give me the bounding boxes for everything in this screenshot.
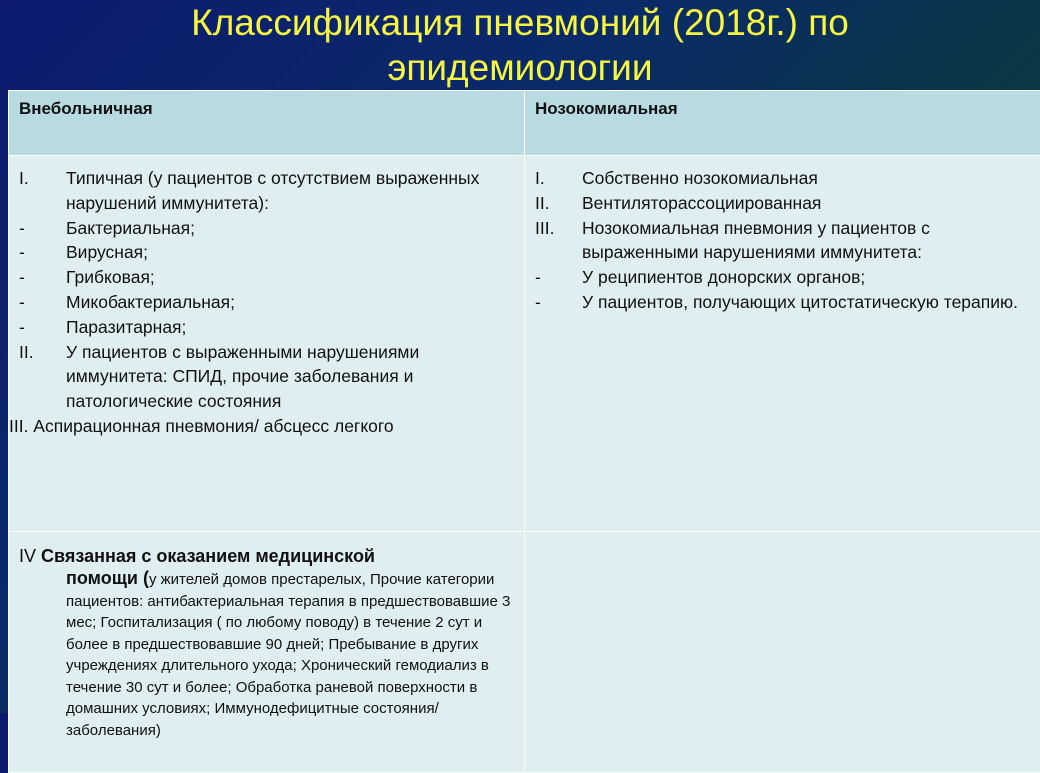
list-item-text: Паразитарная; xyxy=(66,315,514,340)
list-item-text: У пациентов, получающих цитостатическую терапию. xyxy=(582,290,1030,315)
slide-title xyxy=(0,0,1040,90)
list-item-text: Вентиляторассоциированная xyxy=(582,191,1030,216)
list-marker: - xyxy=(535,265,582,290)
list-marker: II. xyxy=(535,191,582,216)
table-body-row xyxy=(9,156,1040,532)
list-item-text: Собственно нозокомиальная xyxy=(582,166,1030,191)
healthcare-title-part2: помощи ( xyxy=(66,568,149,588)
healthcare-details-text: у жителей домов престарелых, Прочие категории пациентов: антибактериальная терапия в предшествовавшие 3 мес; Госпитализация ( по любому поводу) в течение 2 сут и более в предшествовавшие 90 дней; Пребывание в других учреждениях длительного ухода; Хронический гемодиализ в течение 30 сут и более; Обработка раневой поверхности в домашних условиях; Иммунодефицитные состояния/заболевания) xyxy=(66,571,510,739)
list-item-text: Микобактериальная; xyxy=(66,290,514,315)
header-cell-community xyxy=(9,91,525,156)
community-item xyxy=(19,340,514,414)
nosocomial-item xyxy=(535,216,1030,266)
slide-title-line2: эпидемиологии xyxy=(0,45,1040,90)
list-marker: III. xyxy=(535,216,582,266)
list-item-text: У реципиентов донорских органов; xyxy=(582,265,1030,290)
community-list xyxy=(9,156,524,414)
community-item xyxy=(19,265,514,290)
table-header-row xyxy=(9,91,1040,156)
nosocomial-item xyxy=(535,166,1030,191)
healthcare-title-part1: Связанная с оказанием медицинской xyxy=(41,546,375,566)
list-marker: II. xyxy=(19,340,66,414)
community-item xyxy=(19,216,514,241)
healthcare-prefix: IV xyxy=(19,546,36,566)
nosocomial-list xyxy=(525,156,1040,315)
list-marker: - xyxy=(535,290,582,315)
list-item-text: Вирусная; xyxy=(66,240,514,265)
list-marker: I. xyxy=(535,166,582,191)
list-item-text: Бактериальная; xyxy=(66,216,514,241)
list-item-text: Типичная (у пациентов с отсутствием выраженных нарушений иммунитета): xyxy=(66,166,514,216)
list-marker: - xyxy=(19,265,66,290)
list-item-text: Грибковая; xyxy=(66,265,514,290)
community-item-aspiration: III. Аспирационная пневмония/ абсцесс легкого xyxy=(9,414,514,439)
classification-table xyxy=(8,90,1040,773)
community-cell xyxy=(9,156,525,532)
healthcare-details xyxy=(9,568,524,741)
community-item xyxy=(19,166,514,216)
list-marker: - xyxy=(19,216,66,241)
community-item xyxy=(19,315,514,340)
healthcare-cell xyxy=(9,532,525,773)
header-cell-nosocomial xyxy=(525,91,1040,156)
list-marker: - xyxy=(19,240,66,265)
list-item-text: Нозокомиальная пневмония у пациентов с выраженными нарушениями иммунитета: xyxy=(582,216,1030,266)
slide-title-line1: Классификация пневмоний (2018г.) по xyxy=(0,0,1040,45)
list-item-text: У пациентов с выраженными нарушениями иммунитета: СПИД, прочие заболевания и патологические состояния xyxy=(66,340,514,414)
table-row-healthcare xyxy=(9,532,1040,773)
nosocomial-item xyxy=(535,290,1030,315)
nosocomial-cell xyxy=(525,156,1040,532)
community-item xyxy=(19,290,514,315)
list-marker: I. xyxy=(19,166,66,216)
community-item xyxy=(19,240,514,265)
list-marker: - xyxy=(19,290,66,315)
nosocomial-item xyxy=(535,191,1030,216)
header-nosocomial-label: Нозокомиальная xyxy=(525,91,1040,127)
healthcare-heading xyxy=(9,532,524,568)
header-community-label: Внебольничная xyxy=(9,91,524,127)
list-marker: - xyxy=(19,315,66,340)
empty-cell xyxy=(525,532,1040,773)
nosocomial-item xyxy=(535,265,1030,290)
